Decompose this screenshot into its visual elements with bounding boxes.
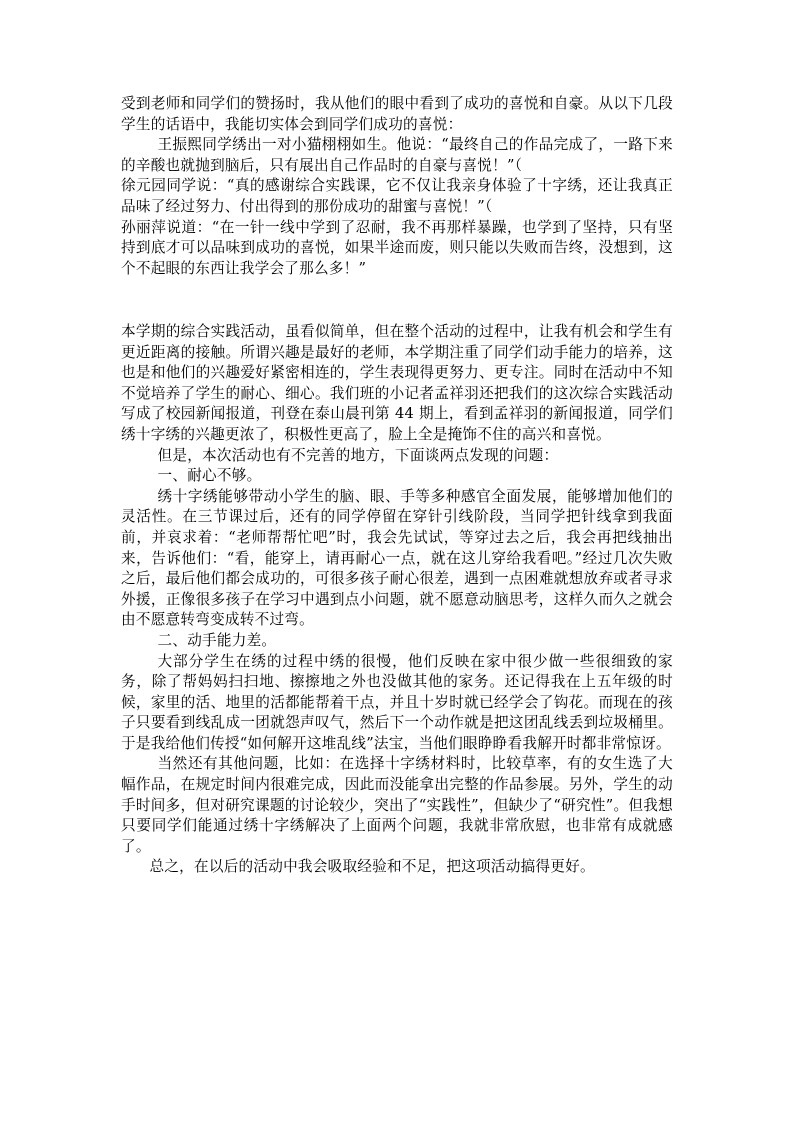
heading-hands-on: 二、动手能力差。 <box>157 631 277 649</box>
paragraph-patience: 绣十字绣能够带动小学生的脑、眼、手等多种感官全面发展，能够增加他们的灵活性。在三节课过后，还有的同学停留在穿针引线阶段，当同学把针线拿到我面前，并哀求着：“老师帮帮忙吧”时，我会先试试，等穿过去之后，我会再把线抽出来，告诉他们：“看，能穿上，请再耐心一点，就在这儿穿给我看吧。”经过几次失败之后，最后他们都会成功的，可很多孩子耐心很差，遇到一点困难就想放弃或者寻求外援，正像很多孩子在学习中遇到点小问题，就不愿意动脑思考，这样久而久之就会由不愿意转弯变成转不过弯。 <box>121 487 673 629</box>
paragraph-intro: 受到老师和同学们的赞扬时，我从他们的眼中看到了成功的喜悦和自豪。从以下几段学生的话语中，我能切实体会到同学们成功的喜悦： <box>121 95 673 133</box>
heading-patience: 一、耐心不够。 <box>157 467 262 485</box>
paragraph-problems-intro: 但是，本次活动也有不完善的地方，下面谈两点发现的问题： <box>157 446 559 464</box>
paragraph-conclusion: 总之，在以后的活动中我会吸取经验和不足，把这项活动搞得更好。 <box>149 858 595 876</box>
paragraph-hands-on: 大部分学生在绣的过程中绣的很慢，他们反映在家中很少做一些很细致的家务，除了帮妈妈扫扫地、擦擦地之外也没做其他的家务。还记得我在上五年级的时候，家里的活、地里的活都能帮着干点，并且十岁时就已经学会了钩花。而现在的孩子只要看到线乱成一团就怨声叹气，然后下一个动作就是把这团乱线丢到垃圾桶里。于是我给他们传授“如何解开这堆乱线”法宝，当他们眼睁睁看我解开时都非常惊讶。 <box>121 652 673 752</box>
student-quotes-section <box>121 94 673 279</box>
paragraph-semester-summary: 本学期的综合实践活动，虽看似简单，但在整个活动的过程中，让我有机会和学生有更近距离的接触。所谓兴趣是最好的老师，本学期注重了同学们动手能力的培养，这也是和他们的兴趣爱好紧密相连的，学生表现得更努力、更专注。同时在活动中不知不觉培养了学生的耐心、细心。我们班的小记者孟祥羽还把我们的这次综合实践活动写成了校园新闻报道，刊登在泰山晨刊第 44 期上，看到孟祥羽的新闻报道，同学们绣十字绣的兴趣更浓了，积极性更高了，脸上全是掩饰不住的高兴和喜悦。 <box>121 323 673 443</box>
reflection-section <box>121 322 673 878</box>
paragraph-quote-wang: 王振熙同学绣出一对小猫栩栩如生。他说：“最终自己的作品完成了，一路下来的辛酸也就抛到脑后，只有展出自己作品时的自豪与喜悦！”（ <box>121 136 673 174</box>
paragraph-quote-xu: 徐元园同学说：“真的感谢综合实践课，它不仅让我亲身体验了十字绣，还让我真正品味了经过努力、付出得到的那份成功的甜蜜与喜悦！”（ <box>121 177 673 215</box>
paragraph-quote-sun: 孙丽萍说道：“在一针一线中学到了忍耐，我不再那样暴躁，也学到了坚持，只有坚持到底才可以品味到成功的喜悦，如果半途而废，则只能以失败而告终，没想到，这个不起眼的东西让我学会了那么多！” <box>121 218 673 277</box>
paragraph-other-issues: 当然还有其他问题，比如：在选择十字绣材料时，比较草率，有的女生选了大幅作品，在规定时间内很难完成，因此而没能拿出完整的作品参展。另外，学生的动手时间多，但对研究课题的讨论较少，突出了“实践性”，但缺少了“研究性”。但我想只要同学们能通过绣十字绣解决了上面两个问题，我就非常欣慰，也非常有成就感了。 <box>121 755 673 855</box>
